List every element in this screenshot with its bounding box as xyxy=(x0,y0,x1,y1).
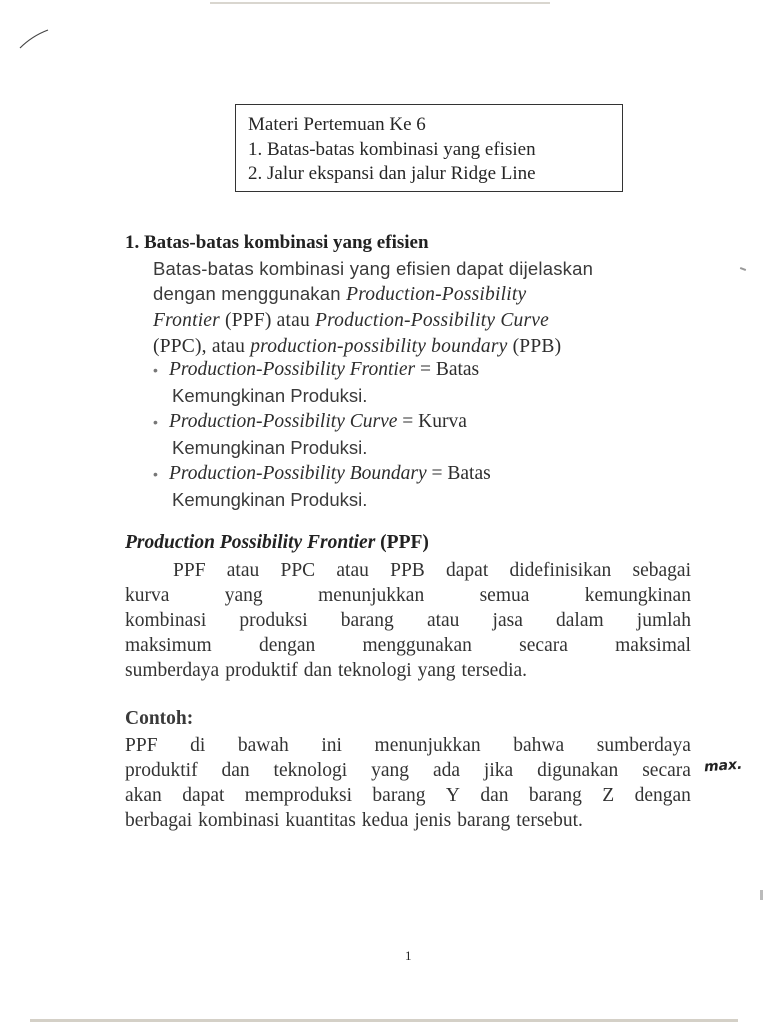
paragraph-line xyxy=(125,633,691,658)
text-span: (PPF) atau xyxy=(219,310,315,331)
bullet-item xyxy=(153,408,713,460)
word: barang xyxy=(372,785,426,806)
bullet-equals-text: = Batas xyxy=(426,463,491,484)
paragraph-line xyxy=(153,281,713,307)
word: menunjukkan xyxy=(318,585,425,606)
word: kombinasi xyxy=(198,810,280,831)
bullet-dot-icon: • xyxy=(153,466,158,482)
word: jumlah xyxy=(636,610,691,631)
word: Z xyxy=(602,785,615,806)
word: secara xyxy=(642,760,691,781)
word: bawah xyxy=(237,735,289,756)
word: ini xyxy=(321,735,342,756)
pen-stroke-mark xyxy=(18,28,50,50)
ppf-heading-abbr: (PPF) xyxy=(375,532,429,553)
word: produksi xyxy=(239,610,308,631)
word: produktif xyxy=(125,760,198,781)
word: semua xyxy=(479,585,530,606)
paragraph-line xyxy=(153,307,713,333)
word: jenis xyxy=(414,810,452,831)
word: yang xyxy=(371,760,410,781)
word: barang xyxy=(457,810,511,831)
word: dalam xyxy=(556,610,604,631)
word: maksimum xyxy=(125,635,212,656)
ppf-definition-paragraph xyxy=(125,558,691,683)
bullet-dot-icon: • xyxy=(153,414,158,430)
page-number: 1 xyxy=(405,948,412,963)
paragraph-line: Batas-batas kombinasi yang efisien dapat dijelaskan xyxy=(153,258,594,279)
paragraph-line xyxy=(125,558,691,583)
word: kuantitas xyxy=(285,810,356,831)
bullet-line xyxy=(153,356,713,383)
term-italic: Production-Possibility Curve xyxy=(315,310,549,331)
bullet-dot-icon: • xyxy=(153,362,158,378)
topic-box-title: Materi Pertemuan Ke 6 xyxy=(248,114,426,135)
bullet-item xyxy=(153,356,713,408)
handwritten-note: max. xyxy=(703,756,743,776)
example-paragraph xyxy=(125,733,691,833)
word: sumberdaya xyxy=(125,660,220,681)
word: akan xyxy=(125,785,162,806)
bullet-continuation: Kemungkinan Produksi. xyxy=(172,437,368,458)
paragraph-line xyxy=(125,608,691,633)
bullet-line xyxy=(153,460,713,487)
paragraph-line xyxy=(125,808,691,833)
word: dengan xyxy=(634,785,691,806)
topic-box-item: 1. Batas-batas kombinasi yang efisien xyxy=(248,138,536,160)
word: di xyxy=(190,735,206,756)
ppf-heading xyxy=(125,532,429,554)
word: PPF xyxy=(173,560,206,581)
word: jasa xyxy=(492,610,523,631)
word: secara xyxy=(519,635,568,656)
word: kurva xyxy=(125,585,170,606)
bullet-equals-text: = Kurva xyxy=(397,411,467,432)
stray-mark xyxy=(760,890,763,900)
word: menunjukkan xyxy=(374,735,481,756)
term-italic: Production-Possibility Frontier xyxy=(169,359,416,380)
word: teknologi xyxy=(273,760,348,781)
word: yang xyxy=(417,660,456,681)
paragraph-line xyxy=(125,758,691,783)
bullet-continuation: Kemungkinan Produksi. xyxy=(172,489,368,510)
word: PPF xyxy=(125,735,158,756)
term-italic: Production-Possibility xyxy=(346,284,527,305)
section-paragraph xyxy=(153,256,713,359)
word: barang xyxy=(340,610,394,631)
bullet-equals-text: = Batas xyxy=(415,359,480,380)
paragraph-line xyxy=(125,658,691,683)
word: PPB xyxy=(390,560,425,581)
word: atau xyxy=(426,610,460,631)
bullet-continuation: Kemungkinan Produksi. xyxy=(172,385,368,406)
word: produktif xyxy=(225,660,298,681)
word: sebagai xyxy=(632,560,691,581)
definition-bullet-list xyxy=(153,356,713,512)
term-italic: production-possibility boundary xyxy=(250,336,508,357)
word: Y xyxy=(445,785,460,806)
scan-edge-top xyxy=(210,2,550,4)
term-italic: Frontier xyxy=(153,310,220,331)
word: PPC xyxy=(280,560,316,581)
word: kombinasi xyxy=(125,610,207,631)
word: jika xyxy=(483,760,514,781)
paragraph-line xyxy=(125,583,691,608)
word: barang xyxy=(528,785,582,806)
word: atau xyxy=(226,560,260,581)
term-italic: Production-Possibility Curve xyxy=(169,411,398,432)
stray-mark xyxy=(740,267,746,271)
term-italic: Production-Possibility Boundary xyxy=(169,463,427,484)
bullet-line xyxy=(153,408,713,435)
word: menggunakan xyxy=(362,635,472,656)
word: dapat xyxy=(182,785,225,806)
word: dapat xyxy=(446,560,489,581)
word: kemungkinan xyxy=(584,585,691,606)
topic-box-item: 2. Jalur ekspansi dan jalur Ridge Line xyxy=(248,163,536,184)
paragraph-line xyxy=(125,783,691,808)
text-span: (PPC), atau xyxy=(153,336,251,357)
word: berbagai xyxy=(125,810,193,831)
word: yang xyxy=(224,585,263,606)
word: didefinisikan xyxy=(509,560,612,581)
word: teknologi xyxy=(337,660,412,681)
word: bahwa xyxy=(513,735,565,756)
ppf-heading-italic: Production Possibility Frontier xyxy=(125,532,376,553)
example-heading: Contoh: xyxy=(125,708,194,729)
section-heading: 1. Batas-batas kombinasi yang efisien xyxy=(125,232,429,253)
word: dan xyxy=(480,785,509,806)
word: memproduksi xyxy=(244,785,353,806)
topic-box xyxy=(235,104,623,192)
word: atau xyxy=(336,560,369,581)
scan-edge-bottom xyxy=(30,1019,738,1022)
word: kedua xyxy=(361,810,409,831)
word: dan xyxy=(221,760,250,781)
bullet-item xyxy=(153,460,713,512)
paragraph-line xyxy=(125,733,691,758)
word: dan xyxy=(303,660,332,681)
word: ada xyxy=(432,760,460,781)
word: maksimal xyxy=(615,635,691,656)
word: sumberdaya xyxy=(596,735,691,756)
word: tersedia. xyxy=(461,660,528,681)
text-span: dengan menggunakan xyxy=(153,283,347,304)
word: dengan xyxy=(258,635,316,656)
word: tersebut. xyxy=(516,810,583,831)
text-span: (PPB) xyxy=(507,336,562,357)
word: digunakan xyxy=(537,760,619,781)
